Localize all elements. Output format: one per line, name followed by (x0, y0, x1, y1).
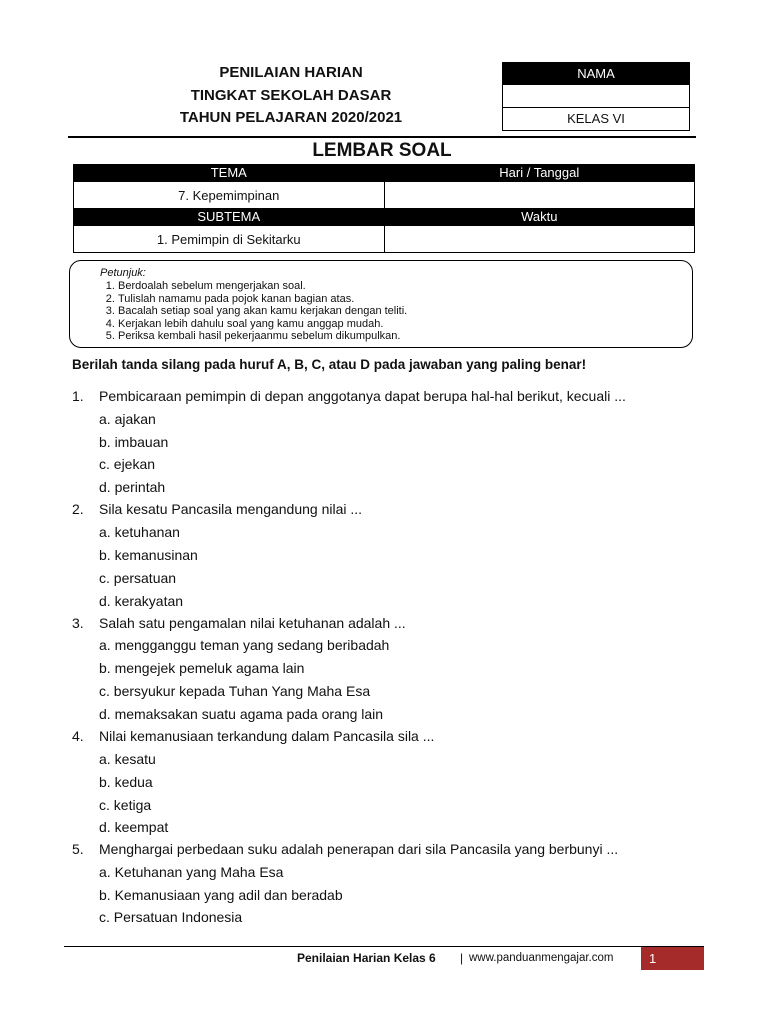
time-field[interactable] (384, 226, 694, 253)
student-name-box (502, 62, 690, 131)
option[interactable]: a. ajakan (99, 411, 156, 427)
answer-instruction: Berilah tanda silang pada huruf A, B, C, atau D pada jawaban yang paling benar! (72, 357, 587, 372)
option[interactable]: a. mengganggu teman yang sedang beribadah (99, 637, 390, 653)
question-number: 3. (72, 615, 84, 631)
instruction-item: 2. Tulislah namamu pada pojok kanan bagian atas. (118, 293, 407, 306)
option[interactable]: b. imbauan (99, 434, 169, 450)
header-title-line3: TAHUN PELAJARAN 2020/2021 (179, 109, 403, 126)
sheet-title: LEMBAR SOAL (312, 140, 452, 161)
question-text: Salah satu pengamalan nilai ketuhanan adalah ... (99, 615, 406, 631)
question-text: Sila kesatu Pancasila mengandung nilai ... (99, 501, 363, 517)
date-label: Hari / Tanggal (384, 165, 694, 182)
footer-title (297, 951, 436, 965)
instruction-item: 3. Bacalah setiap soal yang akan kamu kerjakan dengan teliti. (118, 305, 407, 318)
option[interactable]: d. keempat (99, 819, 169, 835)
date-field[interactable] (384, 182, 694, 209)
page-number: 1 (641, 947, 704, 970)
option[interactable]: b. kedua (99, 774, 153, 790)
option[interactable]: a. kesatu (99, 751, 156, 767)
subtema-label: SUBTEMA (74, 209, 385, 226)
question-text: Menghargai perbedaan suku adalah penerapan dari sila Pancasila yang berbunyi ... (99, 841, 619, 857)
option[interactable]: a. ketuhanan (99, 524, 180, 540)
option[interactable]: c. ketiga (99, 797, 152, 813)
footer-url[interactable]: www.panduanmengajar.com (469, 952, 614, 964)
name-field[interactable] (503, 84, 689, 107)
tema-value: 7. Kepemimpinan (74, 182, 385, 209)
instruction-item: 1. Berdoalah sebelum mengerjakan soal. (118, 280, 407, 293)
option[interactable]: a. Ketuhanan yang Maha Esa (99, 864, 284, 880)
option[interactable]: d. kerakyatan (99, 593, 184, 609)
question-3 (72, 615, 406, 631)
question-text: Pembicaraan pemimpin di depan anggotanya dapat berupa hal-hal berikut, kecuali ... (99, 388, 626, 404)
option[interactable]: c. persatuan (99, 570, 177, 586)
class-label: KELAS VI (503, 107, 689, 130)
question-1 (72, 388, 626, 404)
question-2 (72, 501, 362, 517)
time-label: Waktu (384, 209, 694, 226)
question-text: Nilai kemanusiaan terkandung dalam Pancasila sila ... (99, 728, 435, 744)
instruction-item: 4. Kerjakan lebih dahulu soal yang kamu anggap mudah. (118, 318, 407, 331)
instructions-label: Petunjuk: (100, 267, 146, 279)
option[interactable]: b. kemanusinan (99, 547, 198, 563)
option[interactable]: c. ejekan (99, 456, 156, 472)
subtema-value: 1. Pemimpin di Sekitarku (74, 226, 385, 253)
question-number: 4. (72, 728, 84, 744)
footer-title-text: Penilaian Harian Kelas 6 (297, 951, 436, 965)
question-5 (72, 841, 618, 857)
name-label: NAMA (503, 63, 689, 84)
footer-divider (64, 946, 704, 947)
option[interactable]: b. mengejek pemeluk agama lain (99, 660, 305, 676)
option[interactable]: b. Kemanusiaan yang adil dan beradab (99, 887, 343, 903)
header-title-line1: PENILAIAN HARIAN (219, 64, 363, 81)
option[interactable]: c. Persatuan Indonesia (99, 909, 243, 925)
question-number: 1. (72, 388, 84, 404)
header-title-line2: TINGKAT SEKOLAH DASAR (190, 87, 392, 104)
instruction-item: 5. Periksa kembali hasil pekerjaanmu sebelum dikumpulkan. (118, 330, 407, 343)
question-number: 2. (72, 501, 84, 517)
question-4 (72, 728, 434, 744)
header-divider (68, 136, 696, 138)
tema-label: TEMA (74, 165, 385, 182)
instructions-list (100, 280, 407, 343)
footer-separator: | (460, 951, 464, 965)
info-table (73, 164, 695, 253)
option[interactable]: d. memaksakan suatu agama pada orang lain (99, 706, 384, 722)
instructions-box (69, 260, 693, 348)
option[interactable]: d. perintah (99, 479, 166, 495)
question-number: 5. (72, 841, 84, 857)
option[interactable]: c. bersyukur kepada Tuhan Yang Maha Esa (99, 683, 371, 699)
